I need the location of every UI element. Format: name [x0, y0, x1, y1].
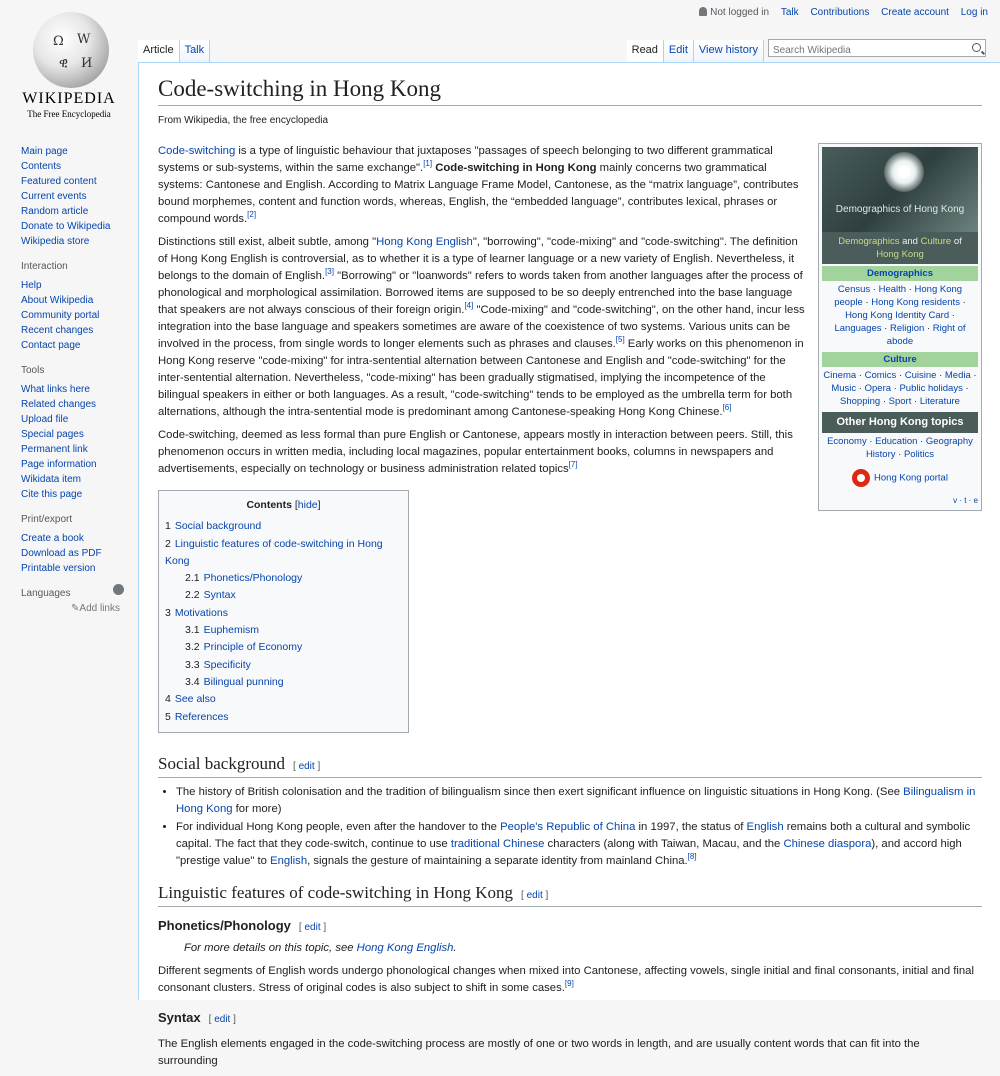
languages-label: Languages [21, 588, 71, 599]
search-input[interactable] [769, 43, 967, 58]
toc-number: 3.2 [185, 641, 200, 654]
section-edit-link[interactable]: [ edit ] [521, 889, 549, 901]
code-switching-link[interactable]: Code-switching [158, 145, 236, 157]
toc-subitem[interactable] [185, 587, 402, 604]
sidebar-item-download-pdf[interactable]: Download as PDF [21, 548, 102, 559]
text: mainly concerns two grammatical systems: Cantonese and English. According to Matrix Language Frame Model, Cantonese, as the “matrix language”, contributes bound morphemes, content and function words, whereas, English, the “embedded language”, contributes lexical, phrases or compound words. [158, 162, 799, 225]
infobox-link[interactable]: Hong Kong residents [871, 297, 960, 308]
logo-tagline: The Free Encyclopedia [27, 109, 111, 119]
infobox-link[interactable]: Health [878, 284, 907, 295]
infobox-other-list: Economy · Education · Geography History · Politics [827, 436, 973, 460]
add-links-link[interactable] [21, 603, 138, 614]
search-box [768, 39, 986, 57]
infobox-link[interactable]: Opera [864, 383, 892, 394]
section-heading-syntax [158, 1009, 982, 1028]
sidebar-item-create-book[interactable]: Create a book [21, 533, 84, 544]
infobox-title-and: and [899, 236, 921, 247]
section-edit-link[interactable]: [ edit ] [293, 760, 321, 772]
sidebar-item-upload-file[interactable]: Upload file [21, 414, 69, 425]
bauhinia-flower-icon [884, 152, 924, 192]
toc-subitem[interactable] [185, 622, 402, 639]
infobox-culture-list: Cinema · Comics · Cuisine · Media · Music · Opera · Public holidays · Shopping · Sport · Literature [823, 370, 977, 407]
hong-kong-english-link[interactable]: Hong Kong English [376, 236, 473, 248]
toc-number: 2 [165, 537, 171, 550]
sidebar-item-cite-this-page[interactable]: Cite this page [21, 489, 83, 500]
infobox-link[interactable]: Census [837, 284, 871, 295]
toc-label: Specificity [203, 658, 251, 671]
infobox-title [822, 232, 978, 264]
hong-kong-english-link[interactable]: Hong Kong English [356, 941, 454, 954]
toc-item[interactable] [165, 709, 402, 726]
reference-7[interactable]: [7] [568, 460, 578, 470]
infobox-title-of: of [951, 236, 962, 247]
sidebar-item-help[interactable]: Help [21, 280, 42, 291]
wikipedia-logo[interactable] [0, 0, 138, 125]
add-links-label: Add links [79, 603, 120, 614]
section-edit-link[interactable]: [ edit ] [298, 921, 327, 933]
toc-item[interactable] [165, 536, 402, 605]
table-of-contents [158, 490, 409, 733]
section-heading-linguistic-features [158, 884, 982, 907]
social-background-list [158, 784, 982, 870]
toc-number: 2.2 [185, 589, 200, 602]
text: . [453, 941, 457, 954]
text: The history of British colonisation and the tradition of bilingualism since then exert significant influence on linguistic situations in Hong Kong. (See [176, 785, 904, 798]
section-edit-link[interactable]: [ edit ] [208, 1013, 236, 1025]
text: ", "borrowing", "code-mixing" and "code-switching". The definition of Hong Kong English is controversial, as to whether it is a type of learner language or a new variety of English. Nevertheless, it belongs to the domain of English. [158, 236, 798, 282]
toc-subitem[interactable] [185, 639, 402, 656]
sidebar-item-recent-changes[interactable]: Recent changes [21, 325, 94, 336]
infobox-link[interactable]: Literature [919, 396, 960, 407]
sidebar-item-page-information[interactable]: Page information [21, 459, 97, 470]
sidebar-item-contact[interactable]: Contact page [21, 340, 81, 351]
infobox-link[interactable]: Religion [889, 323, 925, 334]
toc-item[interactable] [165, 691, 402, 708]
infobox-link[interactable]: Music [831, 383, 857, 394]
chinese-diaspora-link[interactable]: Chinese diaspora [783, 837, 872, 850]
toc-label: Principle of Economy [203, 641, 303, 654]
infobox-link[interactable]: Hong Kong people [834, 284, 963, 308]
toc-label: Euphemism [203, 624, 260, 637]
section-title: Phonetics/Phonology [158, 917, 291, 933]
tab-read[interactable]: Read [627, 40, 664, 62]
traditional-chinese-link[interactable]: traditional Chinese [450, 837, 545, 850]
text: ), and accord high "prestige value" to [176, 837, 962, 867]
not-logged-in-label: Not logged in [710, 7, 770, 18]
toc-label: References [174, 710, 229, 723]
text: , signals the gesture of maintaining a separate identity from mainland China. [307, 854, 688, 867]
text: Distinctions still exist, albeit subtle, among " [158, 236, 377, 248]
text: For more details on this topic, see [184, 941, 357, 954]
toc-subitem[interactable] [185, 657, 402, 674]
reference-6[interactable]: [6] [722, 403, 732, 413]
text: for more) [232, 802, 282, 815]
section-title: Syntax [158, 1009, 201, 1025]
section-title: Social background [158, 753, 285, 773]
toc-label: Bilingual punning [203, 675, 284, 688]
vte-links[interactable]: v · t · e [953, 496, 978, 505]
sidebar-item-special-pages[interactable]: Special pages [21, 429, 84, 440]
namespace-tabs [138, 40, 210, 62]
infobox-culture-heading[interactable]: Culture [822, 352, 978, 367]
edit-label: edit [214, 1013, 231, 1025]
paragraph-phonetics [158, 963, 982, 997]
bilingualism-link[interactable]: Bilingualism in Hong Kong [176, 785, 976, 815]
text: characters (along with Taiwan, Macau, and the [544, 837, 784, 850]
infobox-other-topics-heading: Other Hong Kong topics [822, 412, 978, 433]
english-link[interactable]: English [746, 820, 784, 833]
sidebar-item-main-page[interactable]: Main page [21, 146, 68, 157]
sidebar-item-contents[interactable]: Contents [21, 161, 62, 172]
toc-label: Syntax [203, 589, 236, 602]
infobox-link[interactable]: Education [875, 436, 918, 447]
toc-hide-label: hide [297, 499, 318, 511]
reference-1[interactable]: [1] [423, 159, 433, 169]
sidebar-print-export [0, 514, 138, 576]
infobox-link[interactable]: Languages [834, 323, 882, 334]
toc-number: 1 [165, 520, 171, 533]
text: "Borrowing" or "loanwords" refers to words taken from another languages after the process of phonological and morphological assimilation. Borrowed items are supposed to be so deeply entrenched into the base language that speakers are not always conscious of their foreign origin. [158, 270, 803, 316]
sidebar-heading-languages [21, 588, 138, 599]
text: Different segments of English words undergo phonological changes when mixed into Cantonese, affecting vowels, single initial and final consonants, initial and final consonant clusters. Stress of original codes is also subject to shift in some cases. [158, 964, 974, 994]
gear-icon[interactable] [113, 584, 124, 595]
section-heading-phonetics [158, 917, 982, 936]
hong-kong-portal-link[interactable] [822, 463, 978, 491]
reference-5[interactable]: [5] [615, 335, 625, 345]
toc-label: Phonetics/Phonology [203, 572, 303, 585]
toc-title [165, 497, 402, 514]
infobox-link[interactable]: Media [944, 370, 971, 381]
text: For individual Hong Kong people, even after the handover to the [176, 820, 501, 833]
sidebar-item-permanent-link[interactable]: Permanent link [21, 444, 88, 455]
pencil-icon: ✎ [71, 603, 80, 614]
infobox-demographics-heading[interactable]: Demographics [822, 266, 978, 281]
sidebar-item-related-changes[interactable]: Related changes [21, 399, 97, 410]
search-icon[interactable] [972, 43, 981, 52]
edit-label: edit [526, 889, 543, 901]
toc-number: 3.4 [185, 675, 200, 688]
infobox-demographics-list: Census · Health · Hong Kong people · Hong Kong residents · Hong Kong Identity Card · Languages · Religion · Right of abode [834, 284, 966, 347]
infobox-link[interactable]: Geography [925, 436, 973, 447]
sidebar-navigation [0, 144, 138, 249]
sidebar-item-current-events[interactable]: Current events [21, 191, 87, 202]
toc-number: 3.3 [185, 658, 200, 671]
toc-item[interactable] [165, 518, 402, 535]
infobox-title-hk-link[interactable]: Hong Kong [876, 249, 924, 260]
article-content [138, 62, 1000, 1067]
reference-3[interactable]: [3] [325, 267, 334, 277]
infobox-link[interactable]: Public holidays [899, 383, 963, 394]
view-tabs [627, 40, 764, 62]
infobox-link[interactable]: Economy [827, 436, 867, 447]
toc-subitem[interactable] [185, 674, 402, 691]
toc-title-label: Contents [246, 499, 292, 511]
site-subtitle: From Wikipedia, the free encyclopedia [158, 115, 329, 126]
toc-number: 5 [165, 710, 171, 723]
user-icon [699, 7, 707, 16]
personal-tools [699, 7, 988, 18]
toc-number: 2.1 [185, 572, 200, 585]
demographics-banner-image[interactable] [822, 147, 978, 232]
sidebar-interaction [0, 261, 138, 353]
infobox-link[interactable]: Shopping [840, 396, 881, 407]
text: Early works on this phenomenon in Hong Kong reserve "code-mixing" for intra-sentential alternation between Cantonese and English and "code-switching" for the inter-sentential alternation. Nevertheless, "code-mixing" has been gradually stigmatised, implying the incompetence of the bilingual speakers in either or both languages. As a result, "code-switching" tends to be employed as the umbrella term for both alternations, although the intra-sentential mode is predominant among Cantonese-speaking Hong Kong Chinese. [158, 338, 804, 418]
toc-number: 3.1 [185, 624, 200, 637]
talk-link[interactable]: Talk [780, 7, 799, 18]
sidebar-item-what-links-here[interactable]: What links here [21, 384, 90, 395]
sidebar-heading-print-export: Print/export [21, 514, 73, 525]
paragraph-syntax [158, 1036, 982, 1070]
toc-label: Social background [174, 520, 262, 533]
text: "Code-mixing" and "code-switching", on the other hand, incur less integration into the base language and speakers sometimes are aware of the coexistence of two systems. Various units can be involved in the process, from single words to longer elements such as phrases and clauses. [158, 304, 805, 350]
section-heading-social-background [158, 755, 982, 778]
infobox-link[interactable]: Right of abode [886, 323, 966, 347]
infobox-link[interactable]: Cuisine [904, 370, 937, 381]
reference-9[interactable]: [9] [564, 979, 574, 989]
page-title: Code-switching in Hong Kong [158, 76, 982, 106]
sidebar-item-donate[interactable]: Donate to Wikipedia [21, 221, 111, 232]
infobox-title-culture-link[interactable]: Culture [920, 236, 952, 247]
hong-kong-portal-label: Hong Kong portal [874, 472, 948, 484]
infobox-link[interactable]: Comics [864, 370, 897, 381]
sidebar-item-community-portal[interactable]: Community portal [21, 310, 100, 321]
reference-4[interactable]: [4] [464, 301, 474, 311]
puzzle-globe-icon: Ω W ዊ И [33, 12, 109, 88]
article-body [158, 143, 982, 1076]
infobox-link[interactable]: Hong Kong Identity Card [845, 310, 950, 321]
tab-view-history[interactable]: View history [694, 40, 764, 62]
text: in 1997, the status of [635, 820, 747, 833]
bold-term: Code-switching in Hong Kong [435, 162, 597, 174]
create-account-link[interactable]: Create account [881, 7, 949, 18]
logo-wordmark: WIKIPEDIA [22, 90, 116, 107]
tab-talk[interactable]: Talk [180, 40, 211, 62]
sidebar-item-wikidata-item[interactable]: Wikidata item [21, 474, 82, 485]
sidebar-item-random-article[interactable]: Random article [21, 206, 89, 217]
edit-label: edit [298, 760, 315, 772]
toc-number: 4 [165, 693, 171, 706]
sidebar-item-about[interactable]: About Wikipedia [21, 295, 94, 306]
text: is a type of linguistic behaviour that juxtaposes "passages of speech belonging to two different grammatical systems or sub-systems, within the same exchange". [158, 145, 773, 174]
infobox-title-demographics-link[interactable]: Demographics [838, 236, 900, 247]
tab-article[interactable]: Article [138, 40, 180, 62]
sidebar-item-store[interactable]: Wikipedia store [21, 236, 90, 247]
hatnote [158, 940, 982, 957]
sidebar-languages [0, 588, 138, 614]
infobox-link[interactable]: History [865, 449, 896, 460]
banner-caption: Demographics of Hong Kong [835, 204, 965, 215]
infobox-link[interactable]: Cinema [823, 370, 857, 381]
tab-edit[interactable]: Edit [664, 40, 694, 62]
contributions-link[interactable]: Contributions [810, 7, 870, 18]
infobox-link[interactable]: Politics [903, 449, 935, 460]
sidebar-item-printable-version[interactable]: Printable version [21, 563, 96, 574]
sidebar-tools [0, 365, 138, 502]
edit-label: edit [304, 921, 321, 933]
toc-item[interactable] [165, 605, 402, 691]
log-in-link[interactable]: Log in [960, 7, 988, 18]
text: remains both a cultural and symbolic capital. The fact that they code-switch, continue to use [176, 820, 971, 850]
toc-label: Motivations [174, 606, 228, 619]
list-item [176, 784, 982, 818]
sidebar-item-featured-content[interactable]: Featured content [21, 176, 97, 187]
list-item [176, 819, 982, 870]
text: The English elements engaged in the code-switching process are mostly of one or two words in length, and are usually content words that can fit into the surrounding [158, 1037, 920, 1067]
text: Code-switching, deemed as less formal than pure English or Cantonese, appears mostly in interaction between peers. Still, this phenomenon occurs in written media, including local magazines, popular entertainment books, columns in newspapers and advertisements, especially on technology or business administration related topics [158, 429, 793, 475]
section-title: Linguistic features of code-switching in Hong Kong [158, 882, 514, 902]
sidebar-heading-interaction: Interaction [21, 261, 68, 272]
toc-label: Linguistic features of code-switching in Hong Kong [165, 537, 383, 567]
prc-link[interactable]: People's Republic of China [500, 820, 636, 833]
toc-hide-toggle[interactable]: [hide] [294, 499, 321, 511]
reference-8[interactable]: [8] [687, 852, 697, 862]
infobox-navbox [818, 143, 982, 511]
reference-2[interactable]: [2] [247, 210, 257, 220]
sidebar [0, 140, 138, 626]
hong-kong-flag-icon [852, 469, 870, 487]
sidebar-heading-tools: Tools [21, 365, 45, 376]
english-link[interactable]: English [270, 854, 308, 867]
toc-subitem[interactable] [185, 570, 402, 587]
toc-number: 3 [165, 606, 171, 619]
toc-label: See also [174, 693, 216, 706]
infobox-link[interactable]: Sport [888, 396, 912, 407]
